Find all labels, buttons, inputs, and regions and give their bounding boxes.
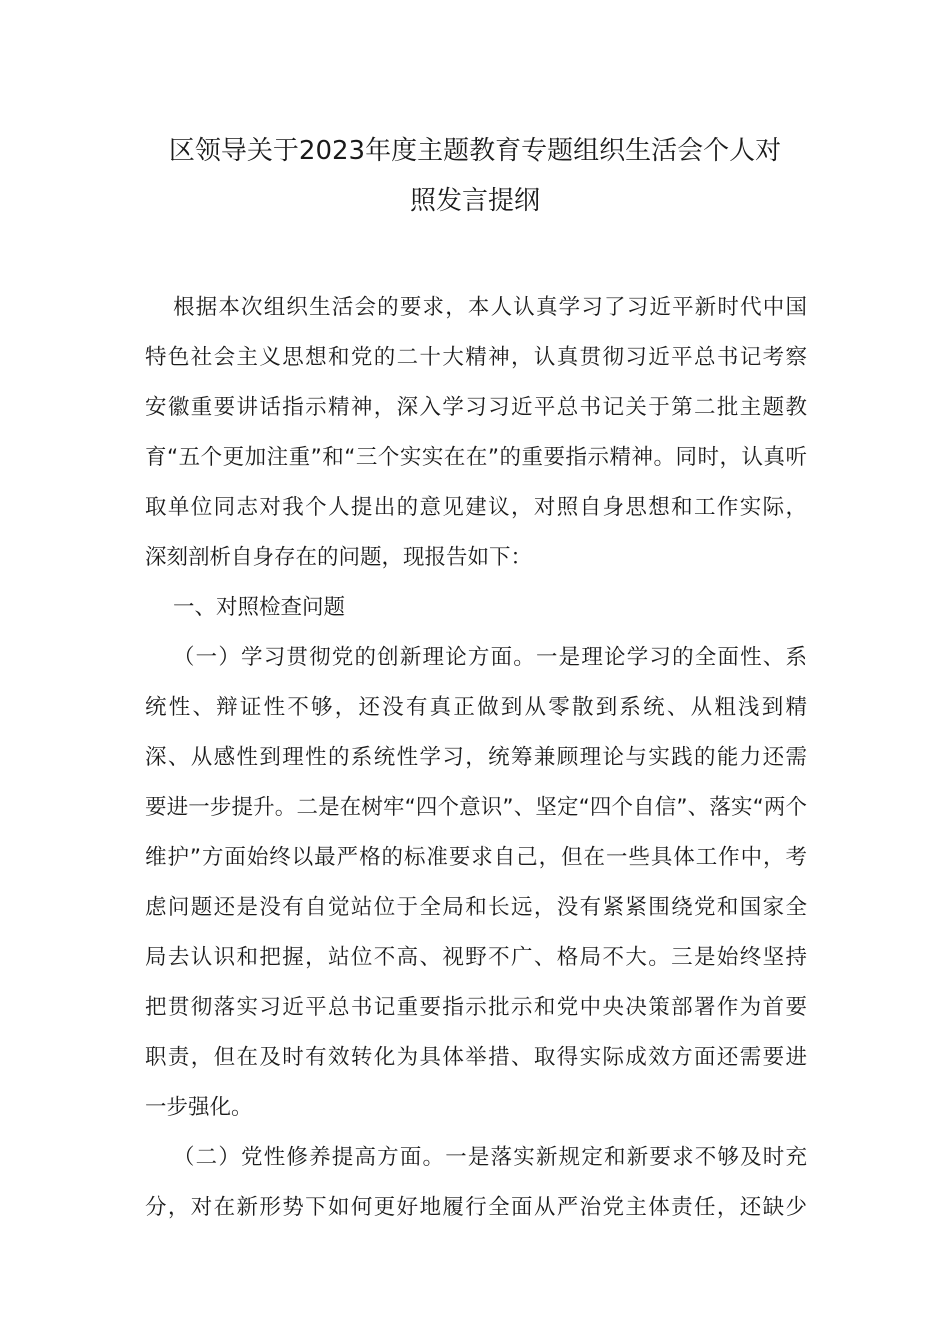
body-line: 一步强化。 xyxy=(145,1095,253,1120)
body-line: 育“五个更加注重”和“三个实实在在”的重要指示精神。同时，认真听 xyxy=(145,445,807,470)
body-line: 一、对照检查问题 xyxy=(173,595,346,620)
body-line: 根据本次组织生活会的要求，本人认真学习了习近平新时代中国 xyxy=(173,295,807,320)
body-line: 局去认识和把握，站位不高、视野不广、格局不大。三是始终坚持 xyxy=(145,945,807,970)
body-line: 深刻剖析自身存在的问题，现报告如下： xyxy=(145,545,533,570)
document-title-line-2: 照发言提纲 xyxy=(409,186,540,216)
body-line: 虑问题还是没有自觉站位于全局和长远，没有紧紧围绕党和国家全 xyxy=(145,895,807,920)
body-line: 职责，但在及时有效转化为具体举措、取得实际成效方面还需要进 xyxy=(145,1045,807,1070)
body-line: 深、从感性到理性的系统性学习，统筹兼顾理论与实践的能力还需 xyxy=(145,745,807,770)
body-line: 特色社会主义思想和党的二十大精神，认真贯彻习近平总书记考察 xyxy=(145,345,807,370)
body-line: 把贯彻落实习近平总书记重要指示批示和党中央决策部署作为首要 xyxy=(145,995,807,1020)
body-line: 要进一步提升。二是在树牢“四个意识”、坚定“四个自信”、落实“两个 xyxy=(145,795,807,820)
body-line: 安徽重要讲话指示精神，深入学习习近平总书记关于第二批主题教 xyxy=(145,395,807,420)
body-line: （一）学习贯彻党的创新理论方面。一是理论学习的全面性、系 xyxy=(173,645,807,670)
body-line: 取单位同志对我个人提出的意见建议，对照自身思想和工作实际， xyxy=(145,495,807,520)
body-line: 统性、辩证性不够，还没有真正做到从零散到系统、从粗浅到精 xyxy=(145,695,807,720)
body-line: 分，对在新形势下如何更好地履行全面从严治党主体责任，还缺少 xyxy=(145,1195,807,1220)
body-line: （二）党性修养提高方面。一是落实新规定和新要求不够及时充 xyxy=(173,1145,807,1170)
document-title-line-1: 区领导关于2023年度主题教育专题组织生活会个人对 xyxy=(168,136,782,166)
body-line: 维护”方面始终以最严格的标准要求自己，但在一些具体工作中，考 xyxy=(145,845,807,870)
